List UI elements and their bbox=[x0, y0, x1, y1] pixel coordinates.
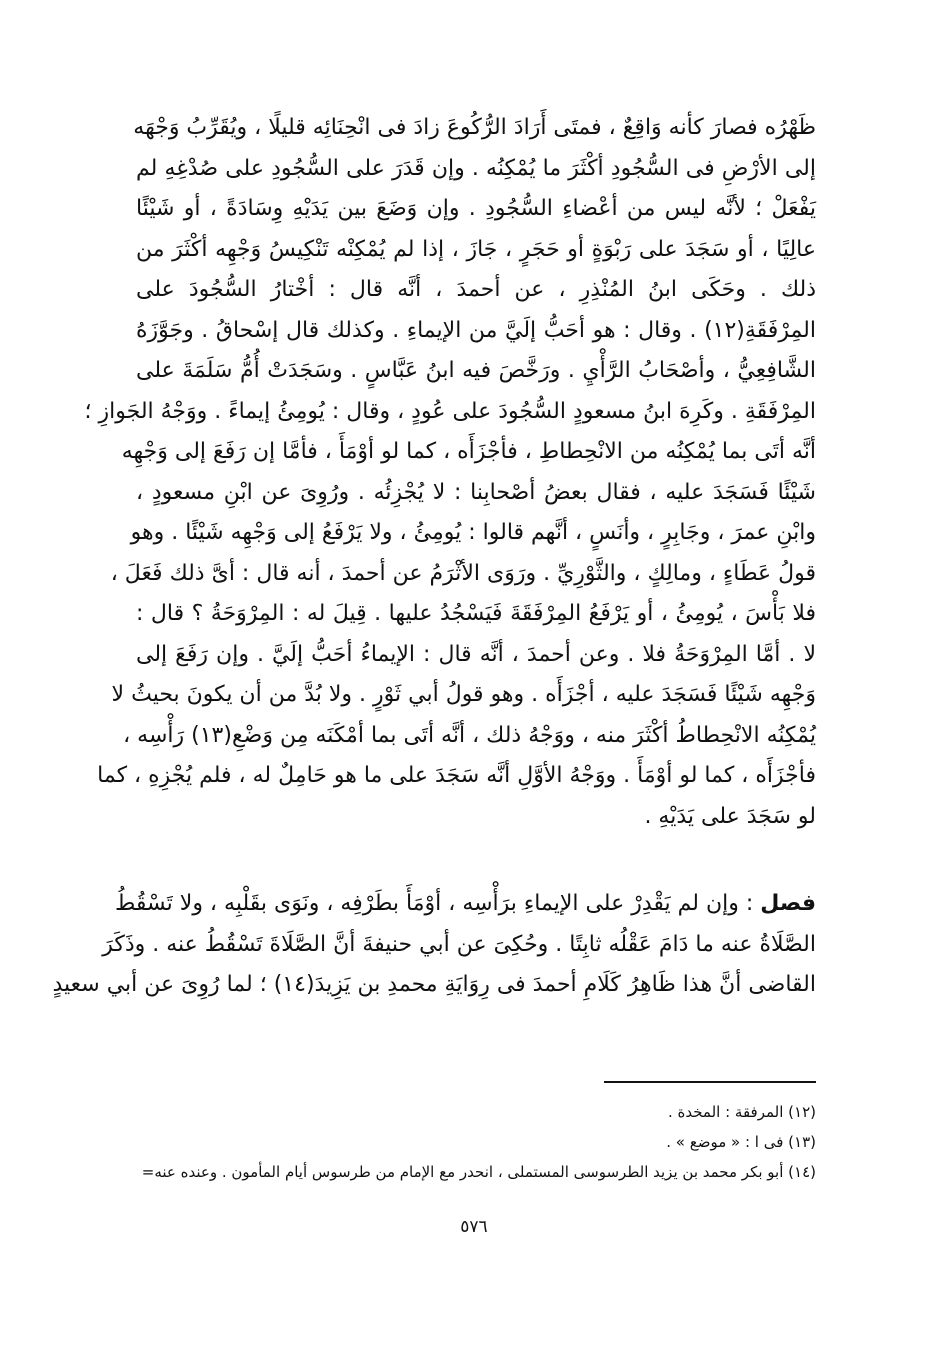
body-line: إلى الأرْضِ فى السُّجُودِ أكْثَرَ ما يُمْكِنُه . وإن قَدَرَ على السُّجُودِ على صُدْغِهِ لم bbox=[136, 155, 816, 181]
footnote-13: (١٣) فى ا : « موضع » . bbox=[666, 1133, 816, 1151]
footnote-divider bbox=[604, 1081, 816, 1083]
body-line: الصَّلَاةُ عنه ما دَامَ عَقْلُه ثابِتًا . وحُكِىَ عن أبي حنيفةَ أنَّ الصَّلَاةَ تَسْقُطُ عنه . وذَكَرَ bbox=[102, 931, 816, 957]
body-line-with-section-label bbox=[115, 884, 816, 925]
body-line: لا . أمَّا المِرْوَحَةُ فلا . وعن أحمدَ ، أنَّه قال : الإيماءُ أحَبُّ إلَيَّ . وإن رَفَعَ إلى bbox=[136, 641, 816, 667]
body-line: عالِيًا ، أو سَجَدَ على رَبْوَةٍ أو حَجَرٍ ، جَازَ ، إذا لم يُمْكِنْه تَنْكِيسُ وَجْهِه أكْثَرَ من bbox=[136, 236, 816, 262]
body-line: يُمْكِنُه الانْحِطاطُ أكْثَرَ منه ، ووَجْهُ ذلك ، أنَّه أتَى بما أمْكَنَه مِن وَضْعِ(١٣) رَأْسِه ، bbox=[123, 722, 816, 748]
body-line: القاضى أنَّ هذا ظَاهِرُ كَلَامِ أحمدَ فى رِوَايَةِ محمدِ بن يَزِيدَ(١٤) ؛ لما رُوِىَ عن أبي سعيدٍ bbox=[52, 972, 816, 997]
section-label: فصل bbox=[760, 891, 816, 916]
body-line: فأجْزَأَه ، كما لو أوْمَأَ . ووَجْهُ الأوَّلِ أنَّه سَجَدَ على ما هو حَامِلٌ له ، فلم يُجْزِهِ ، كما bbox=[97, 763, 816, 788]
body-paragraph-1 bbox=[84, 108, 816, 837]
footnote-12: (١٢) المرفقة : المخدة . bbox=[667, 1103, 816, 1121]
body-line: المِرْفَقَةِ(١٢) . وقال : هو أحَبُّ إلَيَّ من الإيماءِ . وكذلك قال إسْحاقُ . وجَوَّزَهُ bbox=[136, 317, 816, 343]
body-line-text: : وإن لم يَقْدِرْ على الإيماءِ برَأْسِه ، أوْمَأَ بطَرْفِه ، ونَوَى بقَلْبِه ، ولا تَسْقُطُ bbox=[115, 891, 754, 916]
body-line: لو سَجَدَ على يَدَيْهِ . bbox=[644, 803, 816, 829]
footnote-14: (١٤) أبو بكر محمد بن يزيد الطرسوسى المستملى ، انحدر مع الإمام من طرسوس أيام المأمون . وعنده عنه= bbox=[141, 1163, 816, 1181]
body-paragraph-2 bbox=[52, 884, 816, 1006]
body-line: شَيْئًا فَسَجَدَ عليه ، فقال بعضُ أصْحابِنا : لا يُجْزِئُه . ورُوِىَ عن ابْنِ مسعودٍ ، bbox=[136, 479, 816, 505]
body-line: الشَّافِعِيُّ ، وأصْحَابُ الرَّأْيِ . ورَخَّصَ فيه ابنُ عَبَّاسٍ . وسَجَدَتْ أُمُّ سَلَمَةَ على bbox=[136, 358, 816, 383]
body-line: وابْنِ عمرَ ، وجَابِرٍ ، وأنَسٍ ، أنَّهم قالوا : يُومِئُ ، ولا يَرْفَعُ إلى وَجْهِه شَيْئًا . وهو bbox=[130, 520, 816, 545]
body-line: أنَّه أتَى بما يُمْكِنُه من الانْحِطاطِ ، فأجْزَأَه ، كما لو أوْمَأَ ، فأمَّا إن رَفَعَ إلى وَجْهِه bbox=[121, 439, 816, 464]
body-line: قولُ عَطَاءٍ ، ومالِكٍ ، والثَّوْرِيِّ . ورَوَى الأثْرَمُ عن أحمدَ ، أنه قال : أىَّ ذلك فَعَلَ ، bbox=[110, 560, 816, 586]
body-line: ظَهْرُه فصارَ كأنه وَاقِعٌ ، فمتَى أَرَادَ الرُّكُوعَ زادَ فى انْحِنَائِه قليلًا ، ويُقَرِّبُ وَجْهَه bbox=[133, 115, 816, 140]
body-line: المِرْفَقَةِ . وكَرِهَ ابنُ مسعودٍ السُّجُودَ على عُودٍ ، وقال : يُومِئُ إيماءً . ووَجْهُ الجَوازِ ؛ bbox=[84, 398, 816, 424]
body-line: ذلك . وحَكَى ابنُ المُنْذِرِ ، عن أحمدَ ، أنَّه قال : أخْتارُ السُّجُودَ على bbox=[136, 277, 816, 302]
body-line: يَفْعَلْ ؛ لأنَّه ليس من أعْضاءِ السُّجُودِ . وإن وَضَعَ بين يَدَيْهِ وِسَادَةً ، أو شَيْئًا bbox=[136, 196, 816, 221]
page-number: ٥٧٦ bbox=[460, 1217, 488, 1237]
body-line: فلا بَأْسَ ، يُومِئُ ، أو يَرْفَعُ المِرْفَقَةَ فَيَسْجُدُ عليها . قِيلَ له : المِرْوَحَةُ ؟ قال : bbox=[136, 601, 816, 626]
footnotes bbox=[128, 1097, 816, 1187]
body-line: وَجْهِه شَيْئًا فَسَجَدَ عليه ، أجْزَأَه . وهو قولُ أبي ثَوْرٍ . ولا بُدَّ من أن يكونَ بحيثُ لا bbox=[111, 682, 816, 707]
